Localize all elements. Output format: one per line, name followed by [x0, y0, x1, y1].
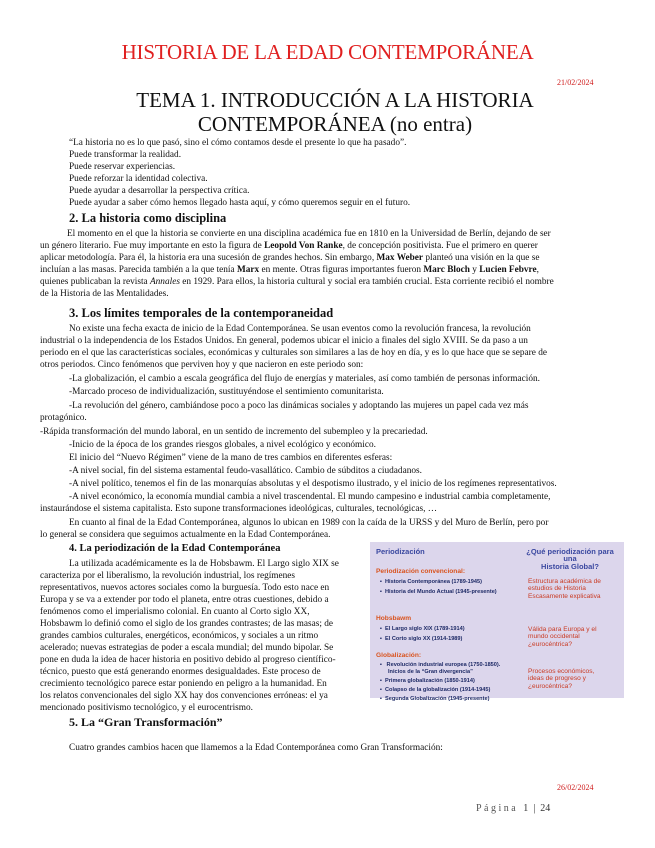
paragraph-line: mencionado positivismo tecnológico, y el eurocentrismo. [40, 703, 254, 713]
paragraph-line: de la Historia de las Mentalidades. [40, 289, 169, 299]
list-item: -A nivel económico, la economía mundial cambia a nivel trascendental. El mundo campesino e industrial cambia completamente, [69, 492, 551, 502]
slide-item: ▪ Historia del Mundo Actual (1945-presente) [380, 589, 497, 596]
paragraph-line: El inicio del “Nuevo Régimen” viene de la mano de tres cambios en diferentes esferas: [69, 453, 393, 463]
list-item: -Inicio de la época de los grandes riesgos globales, a nivel ecológico y económico. [69, 440, 376, 450]
paragraph-line: grandes cambios culturales, energéticos, económicos, y sociales a un ritmo [40, 631, 319, 641]
chapter-title-line-1: TEMA 1. INTRODUCCIÓN A LA HISTORIA [136, 88, 534, 112]
name-bloch: Marc Bloch [423, 265, 470, 275]
page-footer [476, 803, 550, 814]
paragraph-line: otros periodos. Cinco fenómenos que perviven hoy y que nacieron en este periodo son: [40, 360, 364, 370]
paragraph-line: periodo en el que las características sociales, económicas y culturales son similares a las de hoy en día, y es lo que hace que se separe de [40, 348, 548, 358]
name-febvre: Lucien Febvre [479, 265, 537, 275]
paragraph-line: acelerado; nuevas estrategias de poder a escala mundial; del mundo bipolar. Se [40, 643, 334, 653]
name-weber: Max Weber [376, 253, 424, 263]
paragraph-line: No existe una fecha exacta de inicio de la Edad Contemporánea. Se usan eventos como la revolución francesa, la revolución [69, 324, 531, 334]
slide-item: ▪ Historia Contemporánea (1789-1945) [380, 579, 482, 586]
paragraph-line: crecimiento tecnológico parece estar poniendo en peligro a la humanidad. En [40, 679, 327, 689]
list-item: -Rápida transformación del mundo laboral, en un sentido de incremento del subempleo y la precariedad. [40, 427, 428, 437]
slide-note: Procesos económicos, ideas de progreso y ¿eurocéntrica? [528, 668, 595, 690]
document-title: HISTORIA DE LA EDAD CONTEMPORÁNEA [121, 40, 534, 64]
paragraph-line: En cuanto al final de la Edad Contemporánea, algunos lo ubican en 1989 con la caída de la URSS y del Muro de Berlín, pero por [69, 518, 549, 528]
paragraph-line: La utilizada académicamente es la de Hobsbawm. El Largo siglo XIX se [69, 559, 339, 569]
slide-section-hobsbawm: Hobsbawm [376, 615, 412, 622]
list-item: -Marcado proceso de individualización, sustituyéndose el sentimiento comunitarista. [69, 387, 384, 397]
slide-section-conventional: Periodización convencional: [376, 568, 466, 575]
slide-item: ▪ Revolución industrial europea (1750-1850). Inicios de la “Gran divergencia” [380, 662, 500, 675]
slide-item: ▪ Segunda Globalización (1945-presente) [380, 696, 489, 703]
chapter-title [95, 88, 575, 136]
section-2-heading: 2. La historia como disciplina [69, 211, 227, 225]
intro-quote: “La historia no es lo que pasó, sino el cómo contamos desde el presente lo que ha pasado”. [69, 138, 407, 148]
date-stamp: 21/02/2024 [557, 78, 594, 87]
paragraph-line: lo general se considera que seguimos actualmente en la Edad Contemporánea. [40, 530, 331, 540]
section-5-heading: 5. La “Gran Transformación” [69, 715, 223, 729]
list-item: -La globalización, el cambio a escala geográfica del flujo de energías y materiales, así como también de personas información. [69, 374, 540, 384]
journal-annales: Annales [149, 277, 180, 287]
footer-label: Página [476, 803, 519, 814]
intro-line: Puede transformar la realidad. [69, 150, 182, 160]
section-3-heading: 3. Los límites temporales de la contemporaneidad [69, 306, 334, 320]
intro-line: Puede ayudar a saber cómo hemos llegado hasta aquí, y cómo queremos seguir en el futuro. [69, 198, 411, 208]
slide-item: ▪ Colapso de la globalización (1914-1945) [380, 687, 490, 694]
paragraph-line: incluían a las masas. Parecida también a la que tenía Marx en mente. Otras figuras importantes fueron Marc Bloch y Lucien Febvre, [40, 265, 539, 275]
periodization-slide [370, 542, 624, 702]
slide-item: ▪ El Corto siglo XX (1914-1989) [380, 636, 462, 643]
page-total: 24 [540, 803, 551, 814]
paragraph-line: los relatos convencionales del siglo XX hay dos convenciones erróneas: el ya [40, 691, 328, 701]
intro-line: Puede reservar experiencias. [69, 162, 176, 172]
chapter-title-line-2: CONTEMPORÁNEA (no entra) [197, 112, 473, 136]
date-stamp: 26/02/2024 [557, 783, 594, 792]
intro-line: Puede ayudar a desarrollar la perspectiva crítica. [69, 186, 250, 196]
paragraph-line: pone en duda la idea de hacer historia en positivo debido al progreso científico- [40, 655, 336, 665]
list-item: -A nivel político, tenemos el fin de las monarquías absolutas y el despotismo ilustrado, y el inicio de los regímenes representativos. [69, 479, 557, 489]
paragraph-line: caracteriza por el liberalismo, la revolución industrial, los regímenes [40, 571, 296, 581]
slide-note: Válida para Europa y el mundo occidental ¿eurocéntrica? [528, 626, 597, 648]
footer-separator: | [533, 803, 536, 814]
slide-title: Periodización [376, 547, 425, 556]
slide-item: ▪ Primera globalización (1850-1914) [380, 678, 475, 685]
list-item: protagónico. [40, 413, 87, 423]
name-ranke: Leopold Von Ranke [264, 241, 343, 251]
paragraph-line: representativos, nuevos actores sociales como la burguesía. Todo esto nace en [40, 583, 330, 593]
slide-section-globalization: Globalización: [376, 652, 422, 659]
slide-question: ¿Qué periodización para una Historia Global? [526, 547, 614, 571]
paragraph-line: técnico, puesto que está generando enormes desigualdades. Este proceso de [40, 667, 321, 677]
paragraph-line: El momento en el que la historia se convierte en una disciplina académica fue en 1810 en la Universidad de Berlín, dejando de ser [67, 229, 551, 239]
paragraph-line: Europa y se va a extender por todo el planeta, entre otras cuestiones, debido a [40, 595, 329, 605]
page-number: 1 [523, 803, 529, 814]
intro-line: Puede reforzar la identidad colectiva. [69, 174, 208, 184]
paragraph-line: quienes publicaban la revista Annales en 1929. Para ellos, la historia cultural y social era también crucial. Esta corriente recibió el nombre [40, 277, 554, 287]
list-item: -La revolución del género, cambiándose poco a poco las dinámicas sociales y adoptando las mujeres un papel cada vez más [69, 401, 529, 411]
section-4-heading: 4. La periodización de la Edad Contemporánea [69, 543, 281, 554]
paragraph-line: un género literario. Fue muy importante en esto la figura de Leopold Von Ranke, de concepción positivista. Fue el primero en querer [40, 241, 538, 251]
paragraph-line: Hobsbawm lo definió como el siglo de los grandes contrastes; de las masas; de [40, 619, 334, 629]
list-item: -A nivel social, fin del sistema estamental feudo-vasallático. Cambio de súbditos a ciudadanos. [69, 466, 422, 476]
paragraph-line: aplicar metodología. Para él, la historia era una sucesión de grandes hechos. Sin embargo, Max Weber planteó una visión en la que se [40, 253, 540, 263]
slide-item: ▪ El Largo siglo XIX (1789-1914) [380, 626, 465, 633]
paragraph-line: Cuatro grandes cambios hacen que llamemos a la Edad Contemporánea como Gran Transformación: [69, 743, 443, 753]
paragraph-line: industrial o la independencia de los Estados Unidos. En general, podemos ubicar el inicio a finales del siglo XVIII. Se da paso a un [40, 336, 528, 346]
name-marx: Marx [236, 265, 260, 275]
paragraph-line: fenómenos como el imperialismo colonial. En cuanto al Corto siglo XX, [40, 607, 310, 617]
list-item: instaurándose el sistema capitalista. Esto supone transformaciones ideológicas, culturales, tecnológicas, … [40, 504, 438, 514]
slide-note: Estructura académica de estudios de Historia Escasamente explicativa [528, 578, 601, 600]
